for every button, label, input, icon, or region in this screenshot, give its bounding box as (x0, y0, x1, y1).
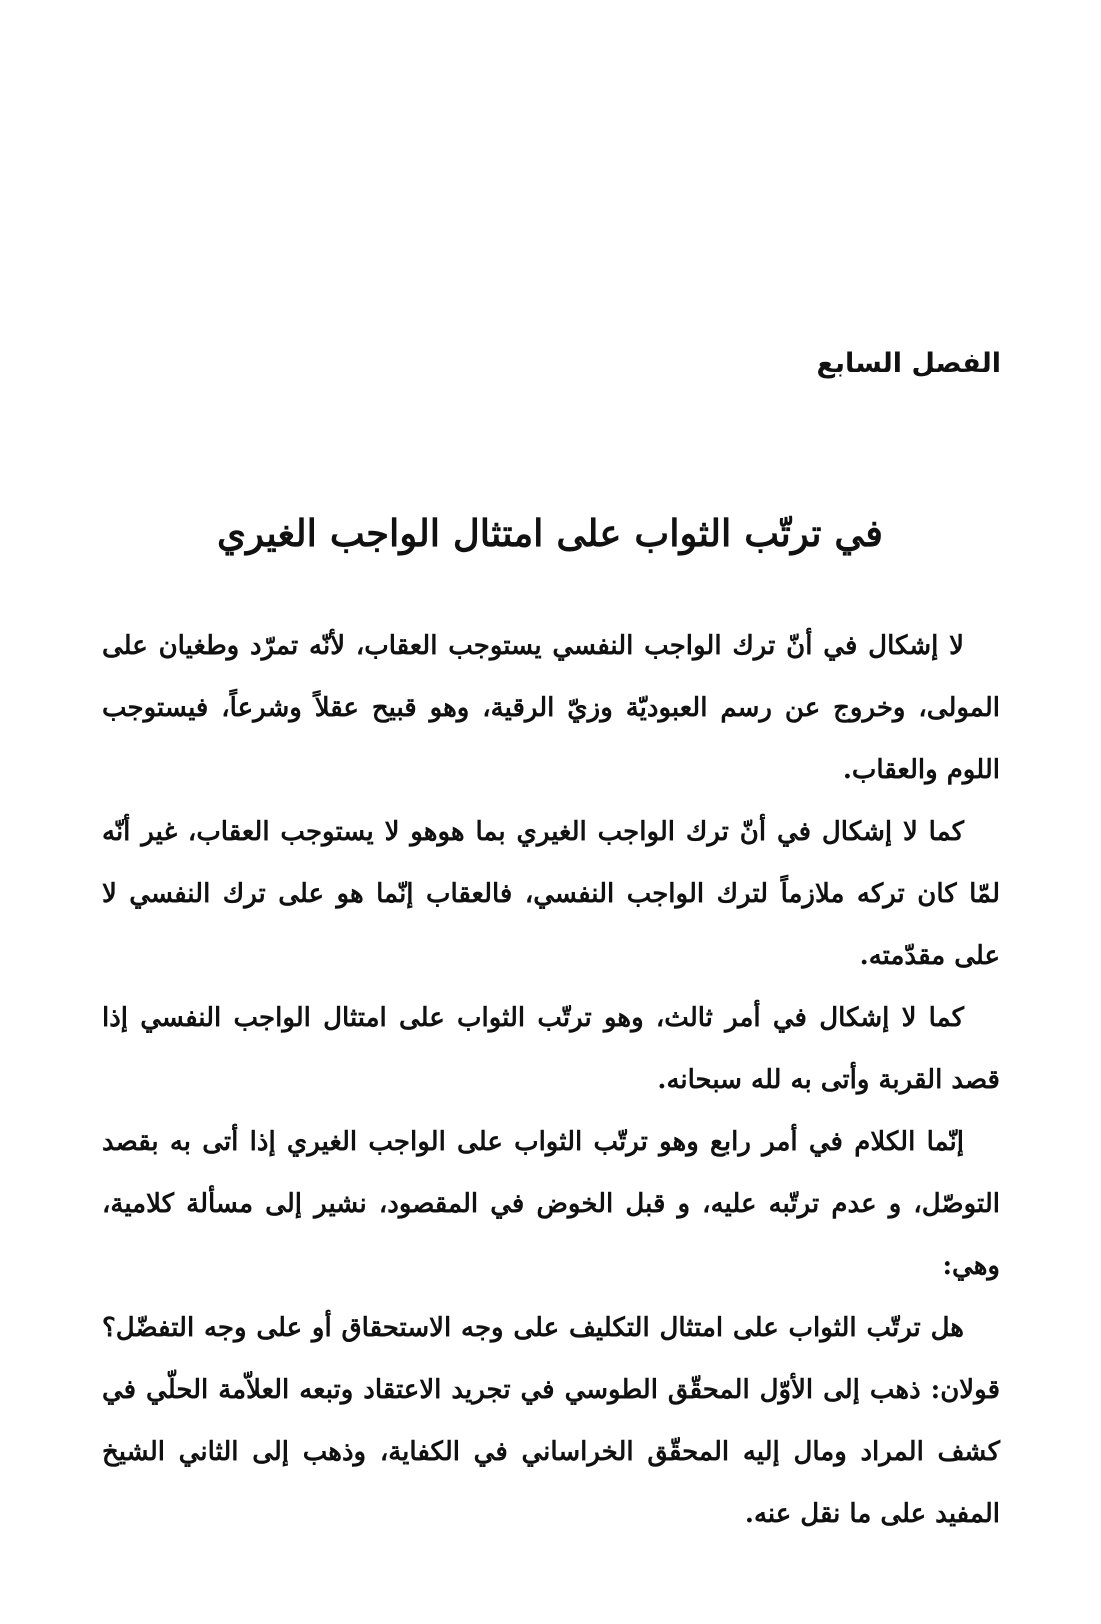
paragraph: كما لا إشكال في أنّ ترك الواجب الغيري بما هوهو لا يستوجب العقاب، غير أنّه لمّا كان تركه ملازماً لترك الواجب النفسي، فالعقاب إنّما هو على ترك النفسي لا على مقدّمته. (102, 817, 1000, 971)
chapter-title: في ترتّب الثواب على امتثال الواجب الغيري (217, 511, 883, 555)
paragraph: لا إشكال في أنّ ترك الواجب النفسي يستوجب العقاب، لأنّه تمرّد وطغيان على المولى، وخروج عن رسم العبوديّة وزيّ الرقية، وهو قبيح عقلاً وشرعاً، فيستوجب اللوم والعقاب. (102, 631, 1000, 785)
paragraph: إنّما الكلام في أمر رابع وهو ترتّب الثواب على الواجب الغيري إذا أتى به بقصد التوصّل، و عدم ترتّبه عليه، و قبل الخوض في المقصود، نشير إلى مسألة كلامية، وهي: (102, 1127, 1000, 1281)
body-text (102, 615, 1000, 1545)
paragraph: هل ترتّب الثواب على امتثال التكليف على وجه الاستحقاق أو على وجه التفضّل؟ قولان: ذهب إلى الأوّل المحقّق الطوسي في تجريد الاعتقاد وتبعه العلاّمة الحلّي في كشف المراد ومال إليه المحقّق الخراساني في الكفاية، وذهب إلى الثاني الشيخ المفيد على ما نقل عنه. (102, 1313, 1000, 1529)
chapter-label: الفصل السابع (816, 348, 1001, 379)
paragraph: كما لا إشكال في أمر ثالث، وهو ترتّب الثواب على امتثال الواجب النفسي إذا قصد القربة وأتى به لله سبحانه. (102, 1003, 1000, 1095)
